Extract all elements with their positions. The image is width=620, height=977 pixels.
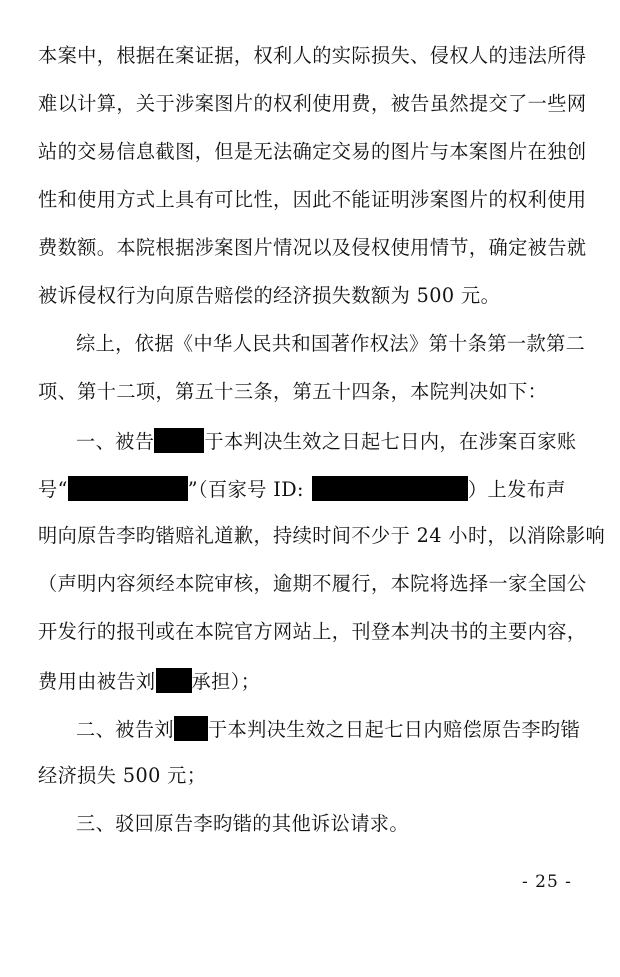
redaction-block [174,716,208,741]
paragraph-4-line-1 [76,716,598,742]
paragraph-3-line-1 [76,428,598,454]
paragraph-3-line-2-start: 号“ [38,478,68,501]
page-number: - 25 - [522,872,572,892]
paragraph-1-line-4: 性和使用方式上具有可比性，因此不能证明涉案图片的权利使用 [38,188,587,211]
paragraph-3-line-2-end: ）上发布声 [467,478,566,501]
paragraph-1-line-3: 站的交易信息截图，但是无法确定交易的图片与本案图片在独创 [38,140,587,163]
paragraph-3-line-2 [38,476,598,502]
paragraph-3-line-1-after: 于本判决生效之日起七日内，在涉案百家账 [204,430,577,453]
paragraph-1-line-6: 被诉侵权行为向原告赔偿的经济损失数额为 500 元。 [38,284,501,307]
paragraph-1-line-1: 本案中，根据在案证据，权利人的实际损失、侵权人的违法所得 [38,44,587,67]
paragraph-3-line-6-after: 承担）； [191,670,261,693]
paragraph-1-line-5: 费数额。本院根据涉案图片情况以及侵权使用情节，确定被告就 [38,236,587,259]
paragraph-4-line-1-before: 二、被告刘 [76,718,174,741]
paragraph-3-line-6 [38,668,598,694]
redaction-block [68,476,188,501]
paragraph-3-line-5: 开发行的报刊或在本院官方网站上，刊登本判决书的主要内容， [38,620,587,643]
redaction-block [156,668,192,693]
paragraph-2-line-1: 综上，依据《中华人民共和国著作权法》第十条第一款第二 [76,332,586,355]
paragraph-4-line-2: 经济损失 500 元； [38,764,207,787]
paragraph-4-line-1-after: 于本判决生效之日起七日内赔偿原告李昀锴 [207,718,581,741]
paragraph-3-line-6-before: 费用由被告刘 [38,670,156,693]
paragraph-2-line-2: 项、第十二项，第五十三条，第五十四条，本院判决如下： [38,380,548,403]
paragraph-3-line-4: （声明内容须经本院审核，逾期不履行，本院将选择一家全国公 [38,572,587,595]
paragraph-3-line-2-mid: ”（百家号 ID: [187,478,304,501]
paragraph-5-line-1: 三、驳回原告李昀锴的其他诉讼请求。 [76,812,409,835]
paragraph-3-line-1-before: 一、被告 [76,430,155,453]
paragraph-1-line-2: 难以计算，关于涉案图片的权利使用费，被告虽然提交了一些网 [38,92,587,115]
redaction-block [154,428,204,453]
paragraph-3-line-3: 明向原告李昀锴赔礼道歉，持续时间不少于 24 小时，以消除影响 [38,524,606,547]
redaction-block [312,476,468,501]
